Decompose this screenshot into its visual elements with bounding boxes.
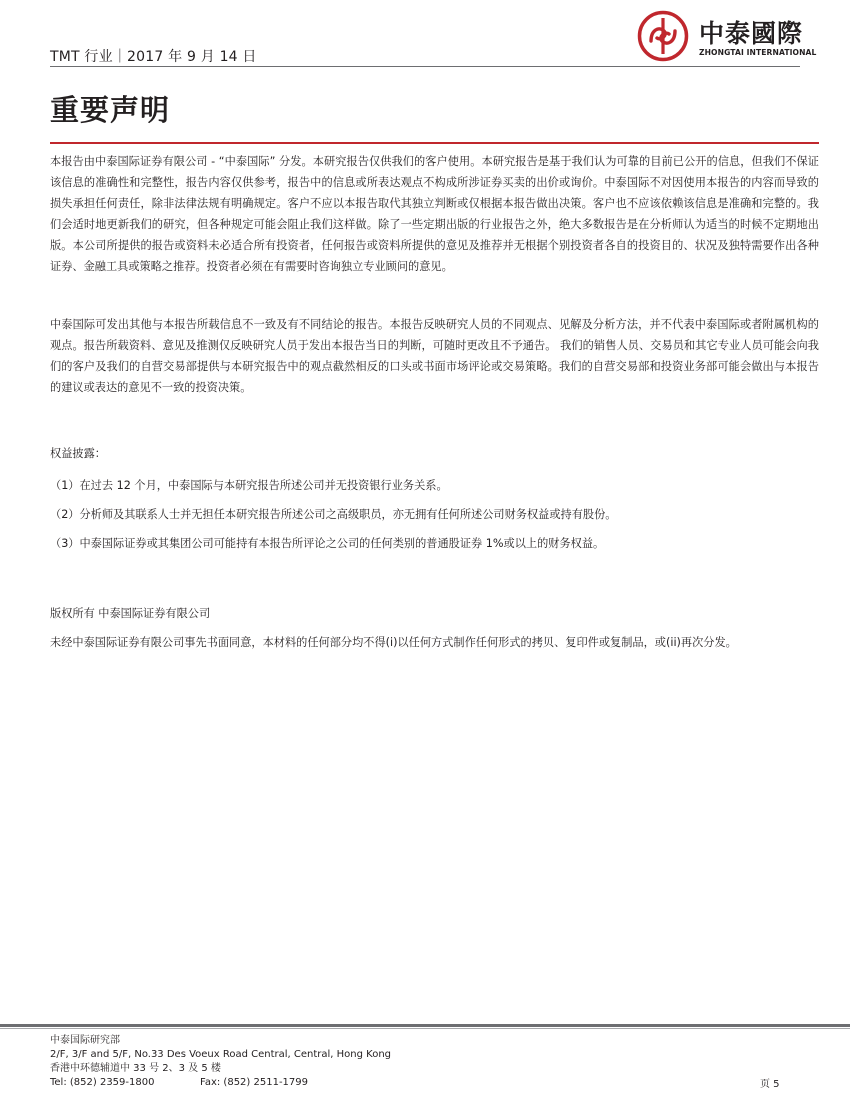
copyright-notice: 未经中泰国际证券有限公司事先书面同意，本材料的任何部分均不得(i)以任何方式制作任何形式的拷贝、复印件或复制品，或(ii)再次分发。 <box>50 636 737 649</box>
footer-address-chinese: 香港中环德辅道中 33 号 2、3 及 5 楼 <box>50 1063 221 1074</box>
footer-department: 中泰国际研究部 <box>50 1035 120 1046</box>
footer-fax: Fax: (852) 2511-1799 <box>200 1077 309 1088</box>
disclosure-item: （3）中泰国际证券或其集团公司可能持有本报告所评论之公司的任何类别的普通股证券 1%或以上的财务权益。 <box>50 537 605 550</box>
footer-address-english: 2/F, 3/F and 5/F, No.33 Des Voeux Road Central, Central, Hong Kong <box>50 1049 392 1060</box>
disclosure-item: （1）在过去 12 个月，中泰国际与本研究报告所述公司并无投资银行业务关系。 <box>50 479 448 492</box>
page-title: 重要声明 <box>50 93 171 127</box>
disclaimer-paragraph: 本报告由中泰国际证券有限公司 - “中泰国际” 分发。本研究报告仅供我们的客户使用。本研究报告是基于我们认为可靠的目前已公开的信息，但我们不保证该信息的准确性和完整性，报告内容仅供参考，报告中的信息或所表达观点不构成所涉证券买卖的出价或询价。中泰国际不对因使用本报告的内容而导致的损失承担任何责任，除非法律法规有明确规定。客户不应以本报告取代其独立判断或仅根据本报告做出决策。客户也不应该依赖该信息是准确和完整的。我们会适时地更新我们的研究，但各种规定可能会阻止我们这样做。除了一些定期出版的行业报告之外，绝大多数报告是在分析师认为适当的时候不定期地出版。本公司所提供的报告或资料未必适合所有投资者，任何报告或资料所提供的意见及推荐并无根据个别投资者各自的投资目的、状况及独特需要作出各种证券、金融工具或策略之推荐。投资者必须在有需要时咨询独立专业顾问的意见。 <box>50 155 819 273</box>
zhongtai-logo-icon <box>637 10 689 62</box>
footer-divider-thin <box>0 1028 850 1029</box>
header-divider <box>50 66 800 67</box>
document-header-label: TMT 行业｜2017 年 9 月 14 日 <box>50 49 257 65</box>
page-number: 页 5 <box>760 1079 780 1090</box>
disclosure-item: （2）分析师及其联系人士并无担任本研究报告所述公司之高级职员，亦无拥有任何所述公司财务权益或持有股份。 <box>50 508 617 521</box>
title-divider <box>50 142 819 144</box>
disclosure-heading: 权益披露： <box>50 447 106 460</box>
logo-chinese-name: 中泰國際 <box>699 19 804 48</box>
company-logo <box>637 10 817 62</box>
footer-telephone: Tel: (852) 2359-1800 <box>50 1077 155 1088</box>
disclaimer-paragraph: 中泰国际可发出其他与本报告所载信息不一致及有不同结论的报告。本报告反映研究人员的不同观点、见解及分析方法，并不代表中泰国际或者附属机构的观点。报告所载资料、意见及推测仅反映研究人员于发出本报告当日的判断，可随时更改且不予通告。 我们的销售人员、交易员和其它专业人员可能会向我们的客户及我们的自营交易部提供与本研究报告中的观点截然相反的口头或书面市场评论或交易策略。我们的自营交易部和投资业务部可能会做出与本报告的建议或表达的意见不一致的投资决策。 <box>50 318 819 394</box>
copyright-heading: 版权所有 中泰国际证券有限公司 <box>50 607 211 620</box>
logo-english-name: ZHONGTAI INTERNATIONAL <box>699 48 817 57</box>
footer-divider <box>0 1024 850 1027</box>
